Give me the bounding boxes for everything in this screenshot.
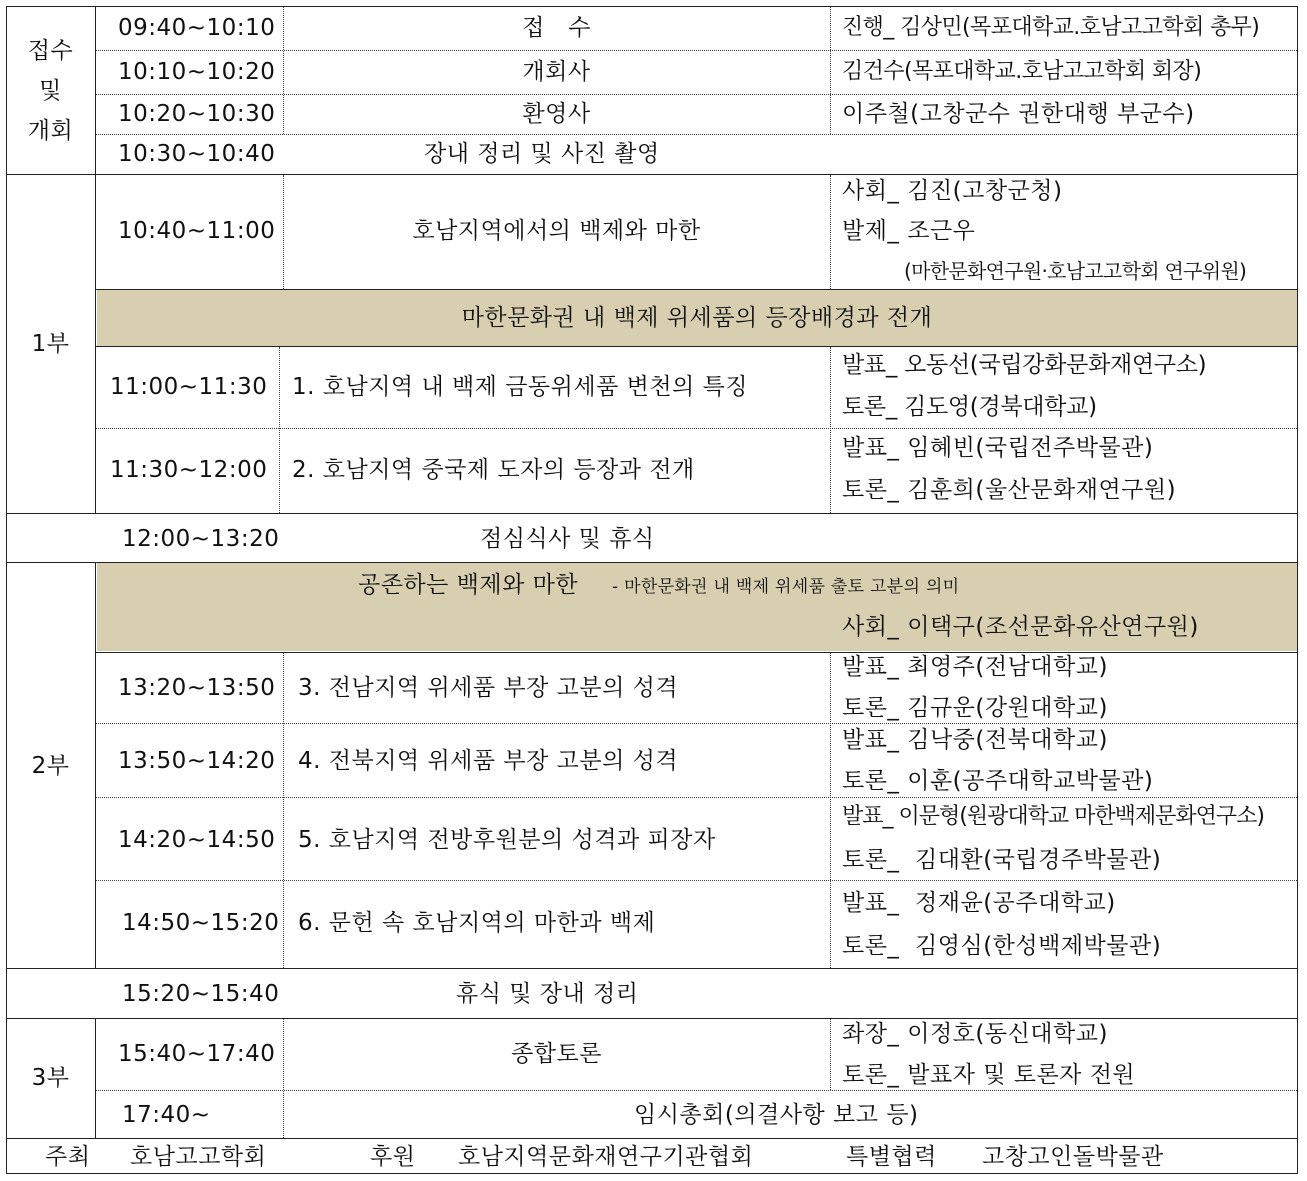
talk-discussant: 토론_ 김대환(국립경주박물관) [842,847,1162,873]
lunch-time: 12:00~13:20 [122,526,280,552]
schedule-time: 10:10~10:20 [118,59,276,85]
keynote-affiliation: (마한문화연구원·호남고고학회 연구위원) [904,259,1247,283]
talk-presenter: 발표_ 임혜빈(국립전주박물관) [842,435,1154,461]
keynote-host: 사회_ 김진(고창군청) [842,178,1063,204]
talk-discussant: 토론_ 김도영(경북대학교) [842,394,1097,420]
schedule-time: 11:30~12:00 [110,457,268,483]
section-label-part1: 1부 [31,331,70,357]
schedule-program: 환영사 [522,101,591,127]
talk-discussant: 토론_ 김훈희(울산문화재연구원) [842,477,1177,503]
section-label-part3: 3부 [31,1065,70,1091]
footer-host-label: 주최 [45,1144,91,1170]
lunch-program: 점심식사 및 휴식 [480,526,655,552]
schedule-program: 장내 정리 및 사진 촬영 [424,141,660,167]
general-meeting: 임시총회(의결사항 보고 등) [634,1102,919,1128]
talk-discussant: 토론_ 김영심(한성백제박물관) [842,933,1162,959]
schedule-time: 13:20~13:50 [118,675,276,701]
keynote-title: 호남지역에서의 백제와 마한 [412,218,701,244]
talk-title: 3. 전남지역 위세품 부장 고분의 성격 [298,675,679,701]
schedule-program: 개회사 [522,59,591,85]
schedule-time: 17:40~ [122,1102,211,1128]
schedule-time: 15:40~17:40 [118,1041,276,1067]
schedule-time: 14:50~15:20 [122,910,280,936]
talk-title: 5. 호남지역 전방후원분의 성격과 피장자 [298,827,716,853]
schedule-person: 진행_ 김상민(목포대학교.호남고고학회 총무) [842,15,1260,40]
talk-presenter: 발표_ 김낙중(전북대학교) [842,727,1108,753]
schedule-time: 09:40~10:10 [118,15,276,41]
keynote-presenter: 발제_ 조근우 [842,218,976,244]
schedule-person: 이주철(고창군수 권한대행 부군수) [842,101,1195,127]
talk-presenter: 발표_ 최영주(전남대학교) [842,654,1108,680]
part2-theme-sub: - 마한문화권 내 백제 위세품 출토 고분의 의미 [612,577,960,597]
schedule-time: 10:20~10:30 [118,101,276,127]
talk-presenter: 발표_ 이문형(원광대학교 마한백제문화연구소) [842,804,1264,829]
section-label-reception-2: 및 [39,78,62,104]
footer-sponsor-label: 후원 [370,1144,416,1170]
schedule-person: 김건수(목포대학교.호남고고학회 회장) [842,59,1202,84]
discussion-discussant: 토론_ 발표자 및 토론자 전원 [842,1062,1136,1088]
footer-host: 호남고고학회 [130,1144,267,1170]
schedule-time: 10:30~10:40 [118,141,276,167]
discussion-chair: 좌장_ 이정호(동신대학교) [842,1021,1108,1047]
footer-special-label: 특별협력 [846,1144,937,1170]
part1-theme: 마한문화권 내 백제 위세품의 등장배경과 전개 [461,305,933,331]
part2-host: 사회_ 이택구(조선문화유산연구원) [842,614,1199,640]
schedule-time: 13:50~14:20 [118,748,276,774]
section-label-reception-1: 접수 [27,38,74,64]
footer-special: 고창고인돌박물관 [982,1144,1164,1170]
schedule-time: 14:20~14:50 [118,827,276,853]
part2-theme-main: 공존하는 백제와 마한 [358,572,579,598]
break-time: 15:20~15:40 [122,981,280,1007]
talk-discussant: 토론_ 이훈(공주대학교박물관) [842,768,1154,794]
schedule-time: 11:00~11:30 [110,374,268,400]
section-label-part2: 2부 [31,753,70,779]
break-program: 휴식 및 장내 정리 [456,981,639,1007]
talk-title: 6. 문헌 속 호남지역의 마한과 백제 [298,910,656,936]
talk-presenter: 발표_ 오동선(국립강화문화재연구소) [842,352,1207,378]
talk-title: 4. 전북지역 위세품 부장 고분의 성격 [298,748,679,774]
talk-title: 1. 호남지역 내 백제 금동위세품 변천의 특징 [292,374,749,400]
schedule-program: 접 수 [522,15,591,41]
schedule-time: 10:40~11:00 [118,218,276,244]
discussion-title: 종합토론 [511,1041,602,1067]
talk-presenter: 발표_ 정재윤(공주대학교) [842,890,1116,916]
section-label-reception-3: 개회 [27,118,74,144]
footer-sponsor: 호남지역문화재연구기관협회 [458,1144,754,1170]
talk-title: 2. 호남지역 중국제 도자의 등장과 전개 [292,457,695,483]
talk-discussant: 토론_ 김규운(강원대학교) [842,695,1108,721]
